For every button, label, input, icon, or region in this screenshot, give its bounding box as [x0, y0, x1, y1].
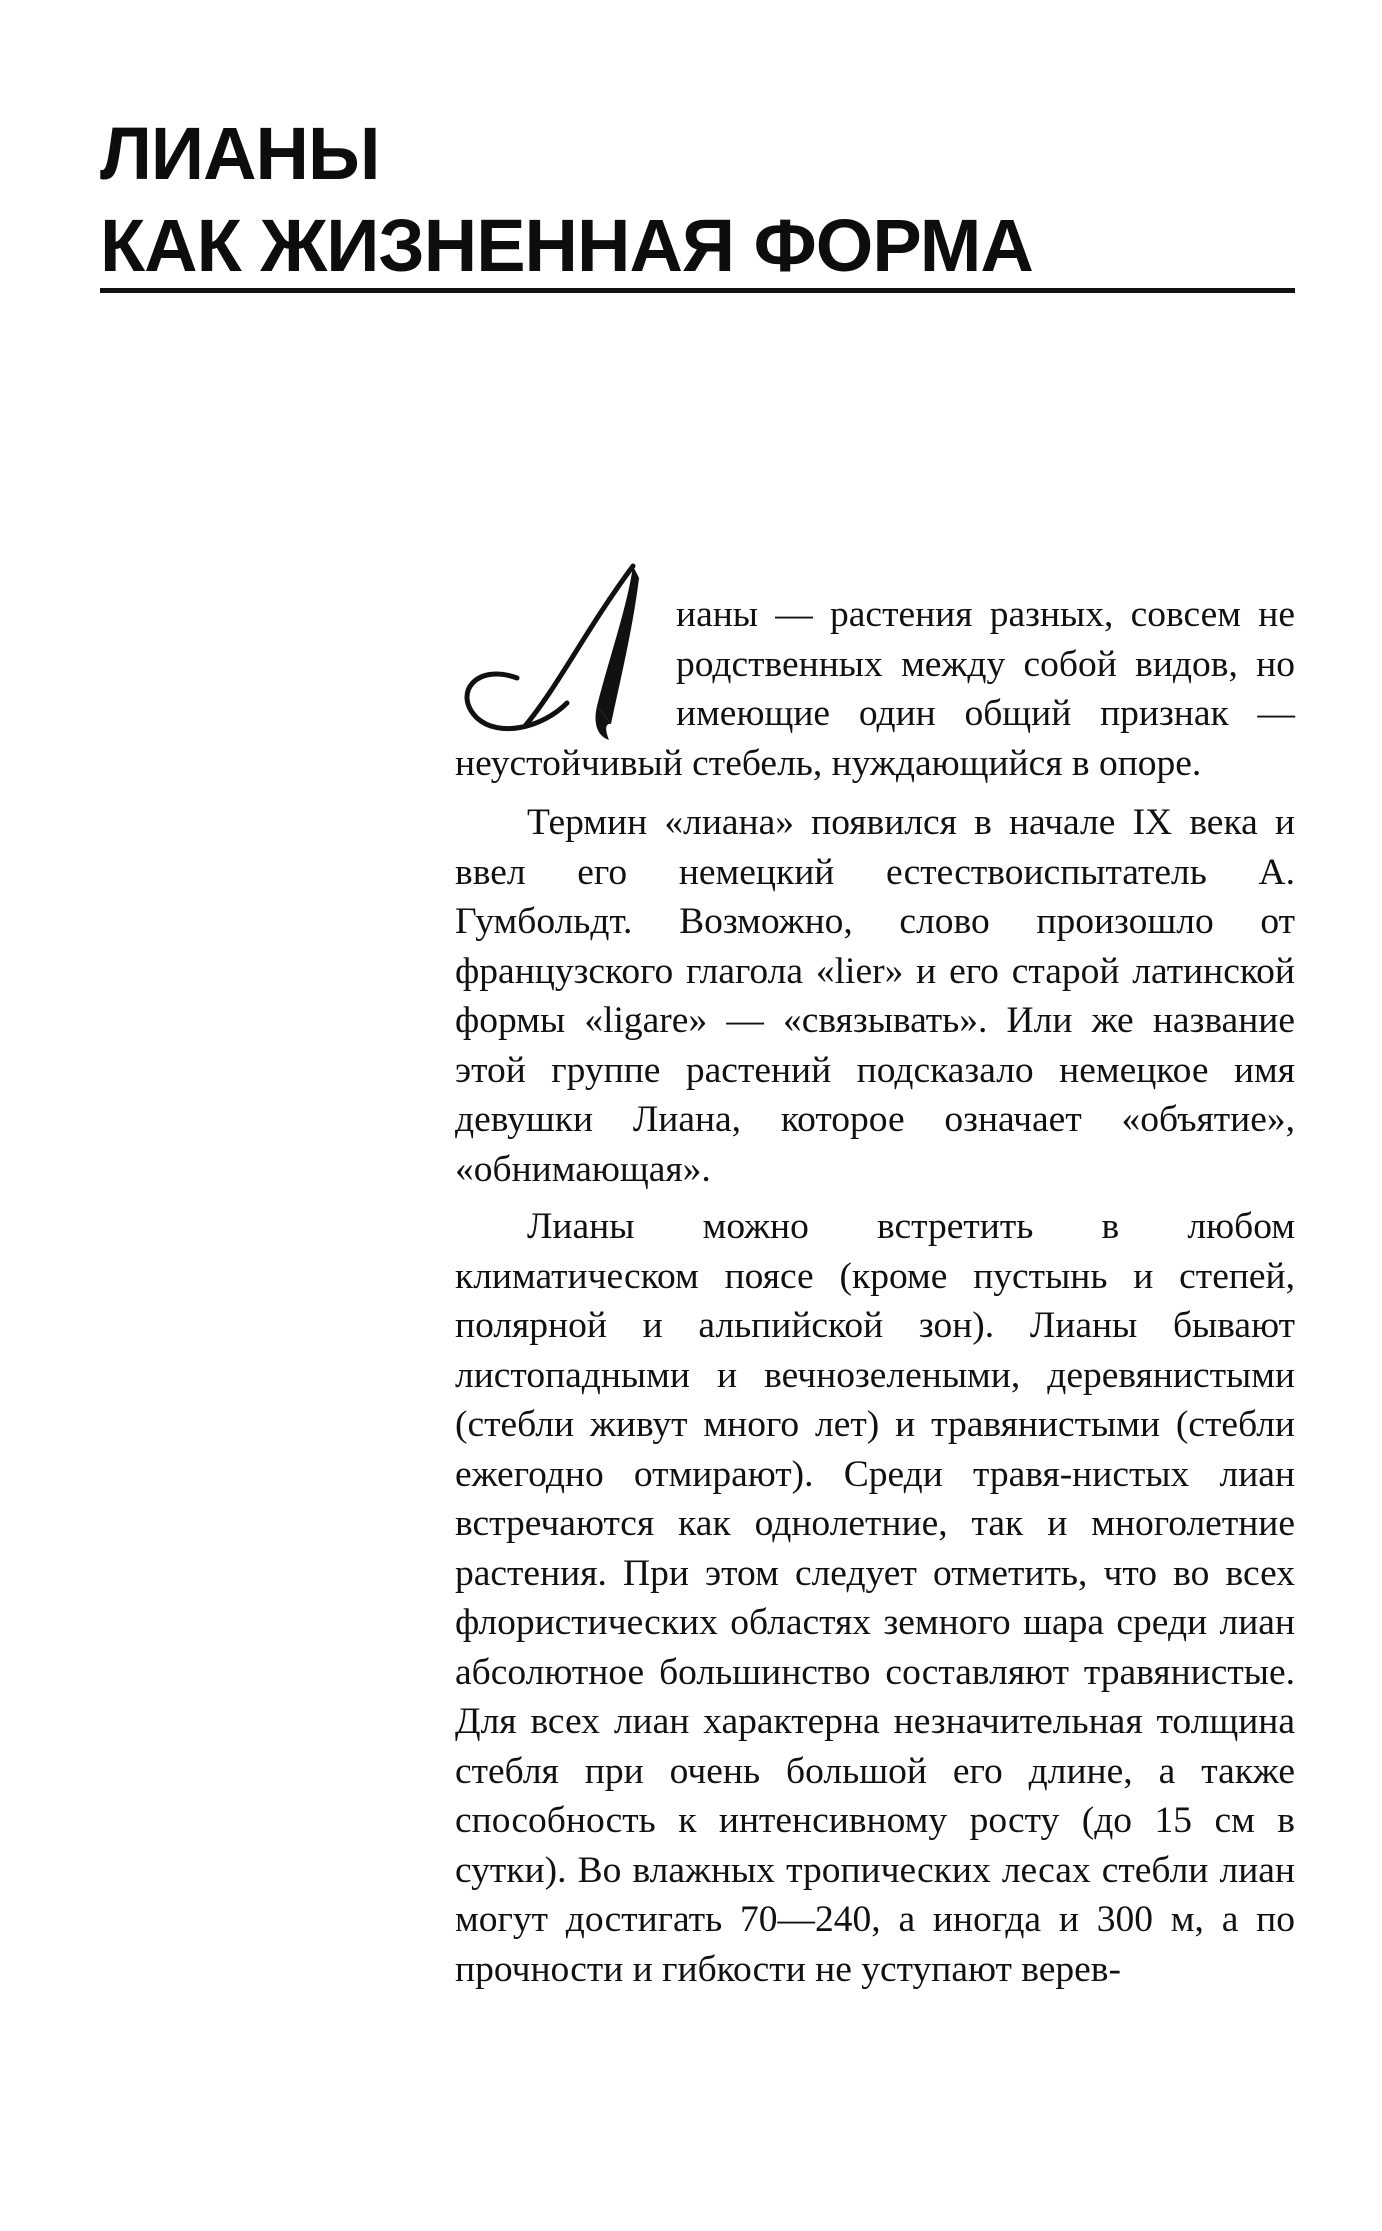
chapter-title — [100, 108, 1033, 292]
dropcap-initial — [447, 590, 662, 738]
paragraph-3: Лианы можно встретить в любом климатическом поясе (кроме пустынь и степей, полярной и альпийской зон). Лианы бывают листопадными и вечнозелеными, деревянистыми (стебли живут много лет) и травянистыми (стебли ежегодно отмирают). Среди травя-нистых лиан встречаются как однолетние, так и многолетние растения. При этом следует отметить, что во всех флористических областях земного шара среди лиан абсолютное большинство составляют травянистые. Для всех лиан характерна незначительная толщина стебля при очень большой его длине, а также способность к интенсивному росту (до 15 см в сутки). Во влажных тропических лесах стебли лиан могут достигать 70—240, а иногда и 300 м, а по прочности и гибкости не уступают верев- — [455, 1206, 1295, 1990]
paragraph-1 — [455, 590, 1295, 788]
chapter-title-line-2: КАК ЖИЗНЕННАЯ ФОРМА — [100, 204, 1033, 287]
dropcap-ornament-icon — [447, 558, 667, 748]
title-underline-rule — [100, 288, 1295, 293]
paragraph-1-text: ианы — растения разных, совсем не родственных между собой видов, но имеющие один общий признак — неустойчивый стебель, нуждающийся в опоре. — [455, 594, 1295, 784]
chapter-title-line-1: ЛИАНЫ — [100, 112, 380, 195]
article-body — [455, 590, 1295, 2002]
paragraph-2: Термин «лиана» появился в начале IX века и ввел его немецкий естествоиспытатель А. Гумбольдт. Возможно, слово произошло от французского глагола «lier» и его старой латинской формы «ligare» — «связывать». Или же название этой группе растений подсказало немецкое имя девушки Лиана, которое означает «объятие», «обнимающая». — [455, 802, 1295, 1190]
